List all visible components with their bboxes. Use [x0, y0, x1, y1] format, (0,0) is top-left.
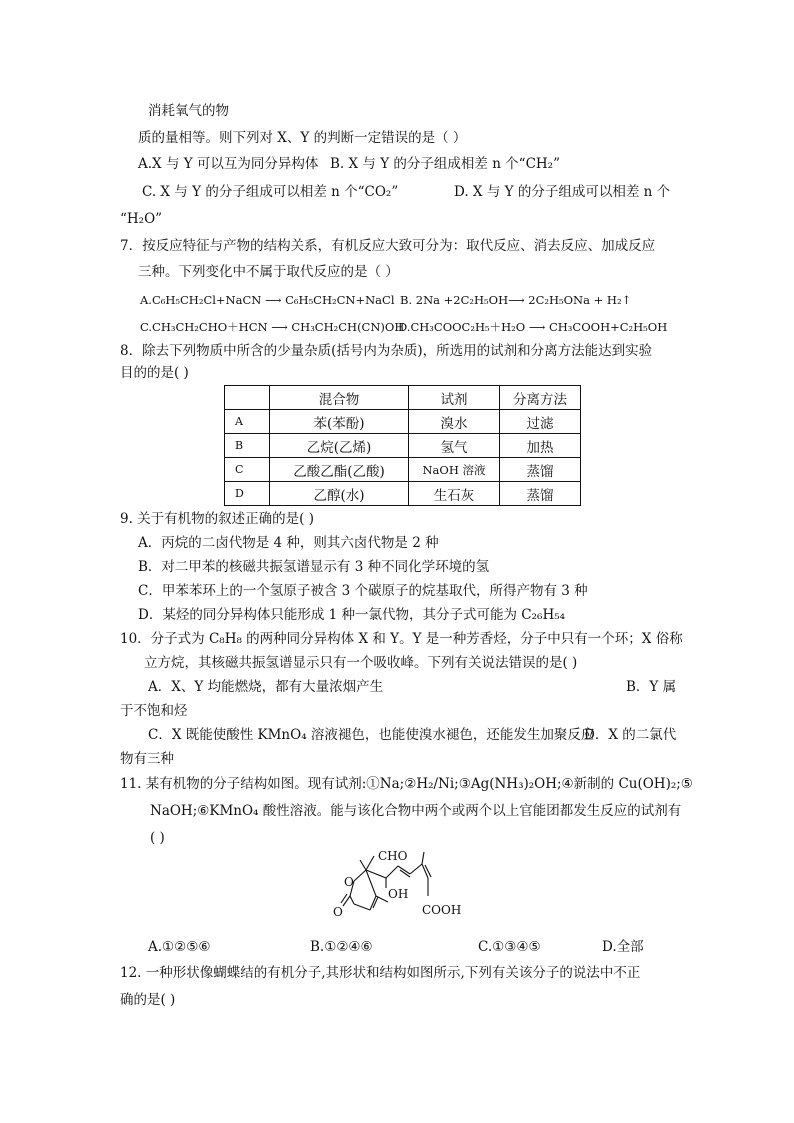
q7-option-b: B. 2Na +2C₂H₅OH⟶ 2C₂H₅ONa + H₂↑ [400, 293, 632, 307]
table-cell: 乙烷(乙烯) [270, 434, 409, 458]
q7-stem-2: 三种。下列变化中不属于取代反应的是（ ） [138, 264, 399, 280]
q9-option-a: A．丙烷的二卤代物是 4 种，则其六卤代物是 2 种 [138, 535, 439, 551]
table-cell: 苯(苯酚) [270, 410, 409, 434]
q8-stem-2: 目的的是( ) [120, 365, 189, 381]
q6-continuation-1: 消耗氧气的物 [148, 103, 229, 119]
table-cell: 生石灰 [409, 482, 500, 506]
q9-option-b: B．对二甲苯的核磁共振氢谱显示有 3 种不同化学环境的氢 [138, 559, 490, 575]
q9-stem: 9. 关于有机物的叙述正确的是( ) [120, 511, 314, 527]
q11-option-b: B.①②④⑥ [310, 939, 373, 955]
q8-stem-1: 8．除去下列物质中所含的少量杂质(括号内为杂质)，所选用的试剂和分离方法能达到实验 [120, 343, 653, 359]
q7-option-d: D.CH₃COOC₂H₅＋H₂O ⟶ CH₃COOH+C₂H₅OH [398, 320, 668, 334]
table-cell: A [225, 410, 270, 434]
q10-option-d-cont: 物有三种 [120, 751, 174, 767]
q6-continuation-2: 质的量相等。则下列对 X、Y 的判断一定错误的是（ ） [138, 130, 467, 146]
q12-stem-1: 12. 一种形状像蝴蝶结的有机分子,其形状和结构如图所示,下列有关该分子的说法中不正 [120, 965, 641, 981]
q10-option-c: C．X 既能使酸性 KMnO₄ 溶液褪色，也能使溴水褪色，还能发生加聚反应 [148, 727, 595, 743]
table-header-cell: 分离方法 [500, 386, 581, 410]
q11-stem-3: ( ) [150, 830, 165, 846]
table-cell: B [225, 434, 270, 458]
table-cell: 过滤 [500, 410, 581, 434]
table-cell: 蒸馏 [500, 482, 581, 506]
table-row [225, 482, 581, 506]
cooh-label: COOH [422, 903, 462, 917]
table-cell: 乙醇(水) [270, 482, 409, 506]
molecule-structure [330, 848, 470, 924]
table-cell: 乙酸乙酯(乙酸) [270, 458, 409, 482]
table-row [225, 410, 581, 434]
q6-option-a: A.X 与 Y 可以互为同分异构体 [138, 156, 319, 172]
q6-option-d: D. X 与 Y 的分子组成可以相差 n 个 [454, 184, 671, 200]
impurity-table [224, 385, 581, 506]
q12-stem-2: 确的是( ) [120, 992, 176, 1008]
q6-option-c: C. X 与 Y 的分子组成可以相差 n 个“CO₂” [142, 184, 399, 200]
q11-option-a: A.①②⑤⑥ [148, 939, 211, 955]
q9-option-c: C．甲苯苯环上的一个氢原子被含 3 个碳原子的烷基取代，所得产物有 3 种 [138, 583, 588, 599]
q10-option-a: A．X、Y 均能燃烧，都有大量浓烟产生 [148, 679, 384, 695]
table-cell: NaOH 溶液 [409, 458, 500, 482]
table-cell: C [225, 458, 270, 482]
table-row [225, 434, 581, 458]
q6-option-b: B. X 与 Y 的分子组成相差 n 个“CH₂” [330, 156, 560, 172]
q6-option-d-cont: “H₂O” [120, 211, 163, 227]
q10-stem-1: 10．分子式为 C₈H₈ 的两种同分异构体 X 和 Y。Y 是一种芳香烃，分子中只有一个环；X 俗称 [120, 631, 683, 647]
table-cell: 加热 [500, 434, 581, 458]
table-header-cell [225, 386, 270, 410]
q10-option-b: B．Y 属 [626, 679, 677, 695]
q9-option-d: D．某烃的同分异构体只能形成 1 种一氯代物，其分子式可能为 C₂₆H₅₄ [138, 607, 566, 623]
q11-stem-1: 11. 某有机物的分子结构如图。现有试剂:①Na;②H₂/Ni;③Ag(NH₃)₂OH;④新制的 Cu(OH)₂;⑤ [120, 776, 693, 792]
q11-stem-2: NaOH;⑥KMnO₄ 酸性溶液。能与该化合物中两个或两个以上官能团都发生反应的试剂有 [150, 803, 682, 819]
cho-label: CHO [378, 849, 408, 863]
table-row [225, 458, 581, 482]
table-cell: 氢气 [409, 434, 500, 458]
q10-stem-2: 立方烷，其核磁共振氢谱显示只有一个吸收峰。下列有关说法错误的是( ) [144, 655, 578, 671]
q7-option-c: C.CH₃CH₂CHO＋HCN ⟶ CH₃CH₂CH(CN)OH [140, 320, 405, 334]
table-header-cell: 试剂 [409, 386, 500, 410]
q7-stem-1: 7．按反应特征与产物的结构关系，有机反应大致可分为：取代反应、消去反应、加成反应 [120, 238, 656, 254]
q7-option-a: A.C₆H₅CH₂Cl+NaCN ⟶ C₆H₅CH₂CN+NaCl [140, 293, 395, 307]
table-cell: 蒸馏 [500, 458, 581, 482]
table-header-cell: 混合物 [270, 386, 409, 410]
table-header-row [225, 386, 581, 410]
table-cell: 溴水 [409, 410, 500, 434]
q10-option-d: D．X 的二氯代 [584, 727, 677, 743]
q10-option-b-cont: 于不饱和烃 [120, 703, 188, 719]
table-cell: D [225, 482, 270, 506]
oh-label: OH [388, 887, 409, 901]
ring-oxygen-label: O [344, 875, 354, 889]
carbonyl-oxygen-label: O [333, 905, 343, 919]
q11-option-d: D.全部 [602, 939, 644, 955]
q11-option-c: C.①③④⑤ [478, 939, 541, 955]
